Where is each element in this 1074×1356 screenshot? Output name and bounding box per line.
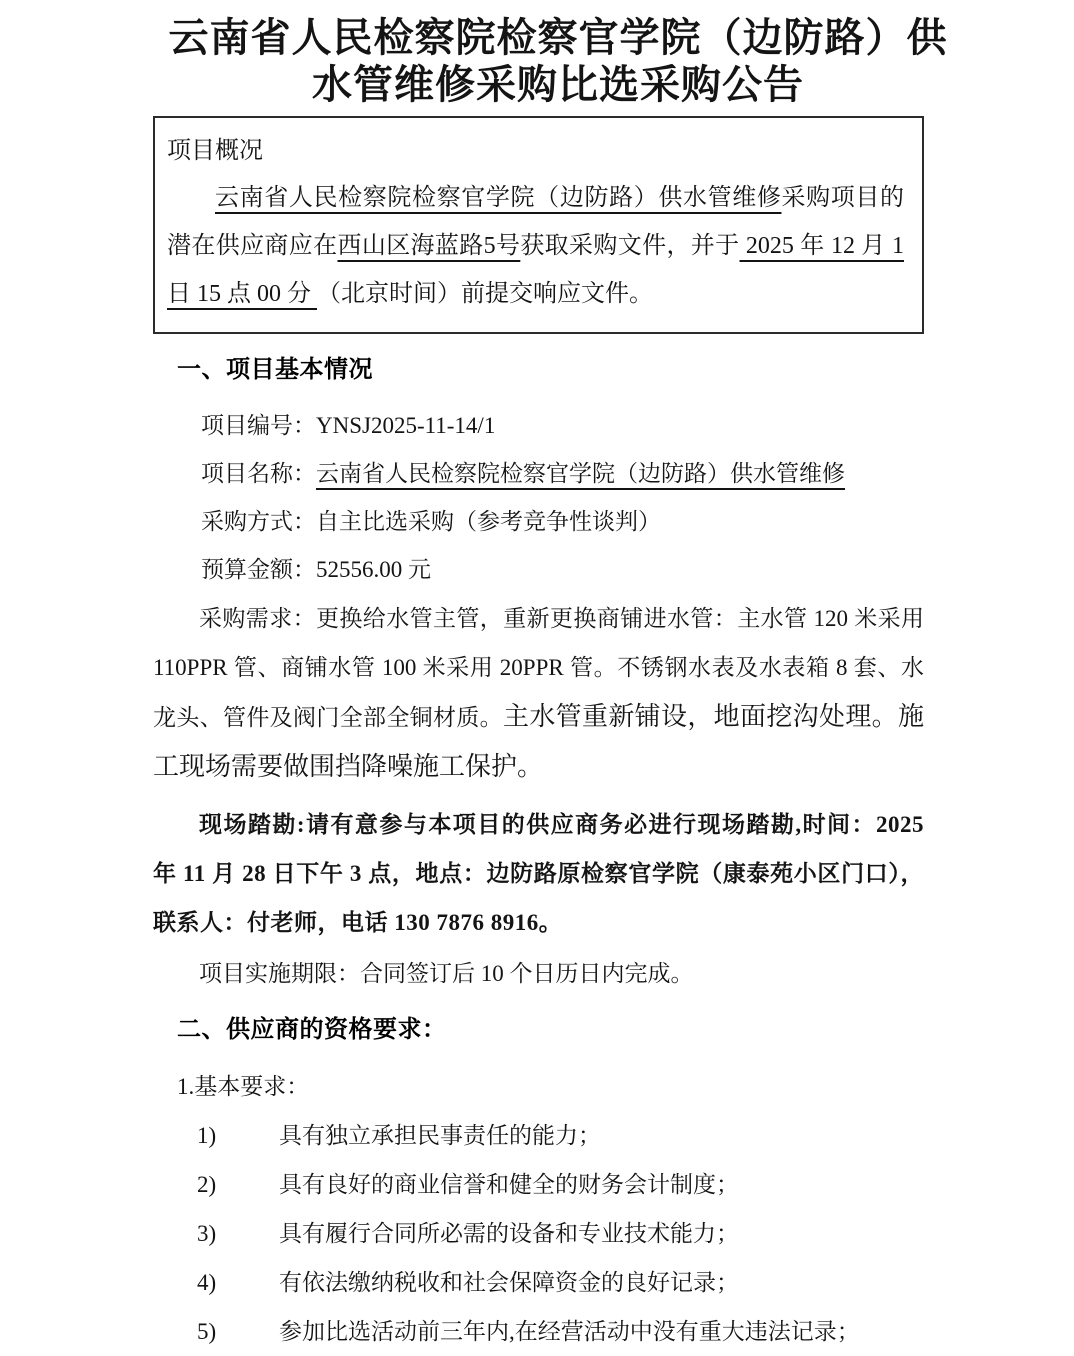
field-value: YNSJ2025-11-14/1 xyxy=(316,413,496,438)
document-title: 云南省人民检察院检察官学院（边防路）供水管维修采购比选采购公告 xyxy=(168,15,948,107)
section-1-heading: 一、项目基本情况 xyxy=(177,356,373,383)
requirement-item-4 xyxy=(153,1258,924,1307)
overview-label: 项目概况 xyxy=(167,138,263,164)
requirement-text: 具有独立承担民事责任的能力； xyxy=(279,1123,601,1148)
field-value: 云南省人民检察院检察官学院（边防路）供水管维修 xyxy=(316,461,845,486)
implementation-period-paragraph: 项目实施期限：合同签订后 10 个日历日内完成。 xyxy=(199,961,694,986)
field-label: 项目名称： xyxy=(201,461,316,486)
section-2-heading: 二、供应商的资格要求： xyxy=(177,1016,447,1043)
procurement-demand-paragraph: 采购需求：更换给水管主管，重新更换商铺进水管：主水管 120 米采用 110PPR 管、商铺水管 100 米采用 20PPR 管。不锈钢水表及水表箱 8 套、水龙头、管件及阀门全部全铜材质。主水管重新铺设，地面挖沟处理。施工现场需要做围挡降噪施工保护。 xyxy=(153,606,924,781)
requirement-number: 2) xyxy=(197,1172,217,1197)
field-procurement-method xyxy=(153,498,924,546)
requirement-item-2 xyxy=(153,1160,924,1209)
requirement-text: 有依法缴纳税收和社会保障资金的良好记录； xyxy=(279,1270,739,1295)
requirement-item-3 xyxy=(153,1209,924,1258)
requirement-number: 5) xyxy=(197,1319,217,1344)
requirement-text: 具有良好的商业信誉和健全的财务会计制度； xyxy=(279,1172,739,1197)
requirement-item-5 xyxy=(153,1307,924,1356)
basic-requirements-label: 1.基本要求： xyxy=(177,1074,310,1099)
requirement-number: 1) xyxy=(197,1123,217,1148)
site-visit-paragraph: 现场踏勘:请有意参与本项目的供应商务必进行现场踏勘,时间：2025 年 11 月 28 日下午 3 点，地点：边防路原检察官学院（康泰苑小区门口），联系人：付老师，电话 130 7876 8916。 xyxy=(153,812,924,935)
requirement-text: 具有履行合同所必需的设备和专业技术能力； xyxy=(279,1221,739,1246)
field-project-name xyxy=(153,450,924,498)
field-value: 自主比选采购（参考竞争性谈判） xyxy=(316,509,661,534)
field-project-number xyxy=(153,402,924,450)
field-label: 预算金额： xyxy=(201,557,316,582)
field-value: 52556.00 元 xyxy=(316,557,431,582)
field-label: 项目编号： xyxy=(201,413,316,438)
requirement-item-1 xyxy=(153,1111,924,1160)
requirement-text: 参加比选活动前三年内,在经营活动中没有重大违法记录； xyxy=(279,1319,860,1344)
field-budget-amount xyxy=(153,546,924,594)
field-label: 采购方式： xyxy=(201,509,316,534)
overview-paragraph: 云南省人民检察院检察官学院（边防路）供水管维修采购项目的潜在供应商应在西山区海蓝路5号获取采购文件，并于 2025 年 12 月 1 日 15 点 00 分 （北京时间）前提交响应文件。 xyxy=(167,185,905,307)
requirement-number: 3) xyxy=(197,1221,217,1246)
requirement-number: 4) xyxy=(197,1270,217,1295)
project-overview-box xyxy=(153,116,924,334)
